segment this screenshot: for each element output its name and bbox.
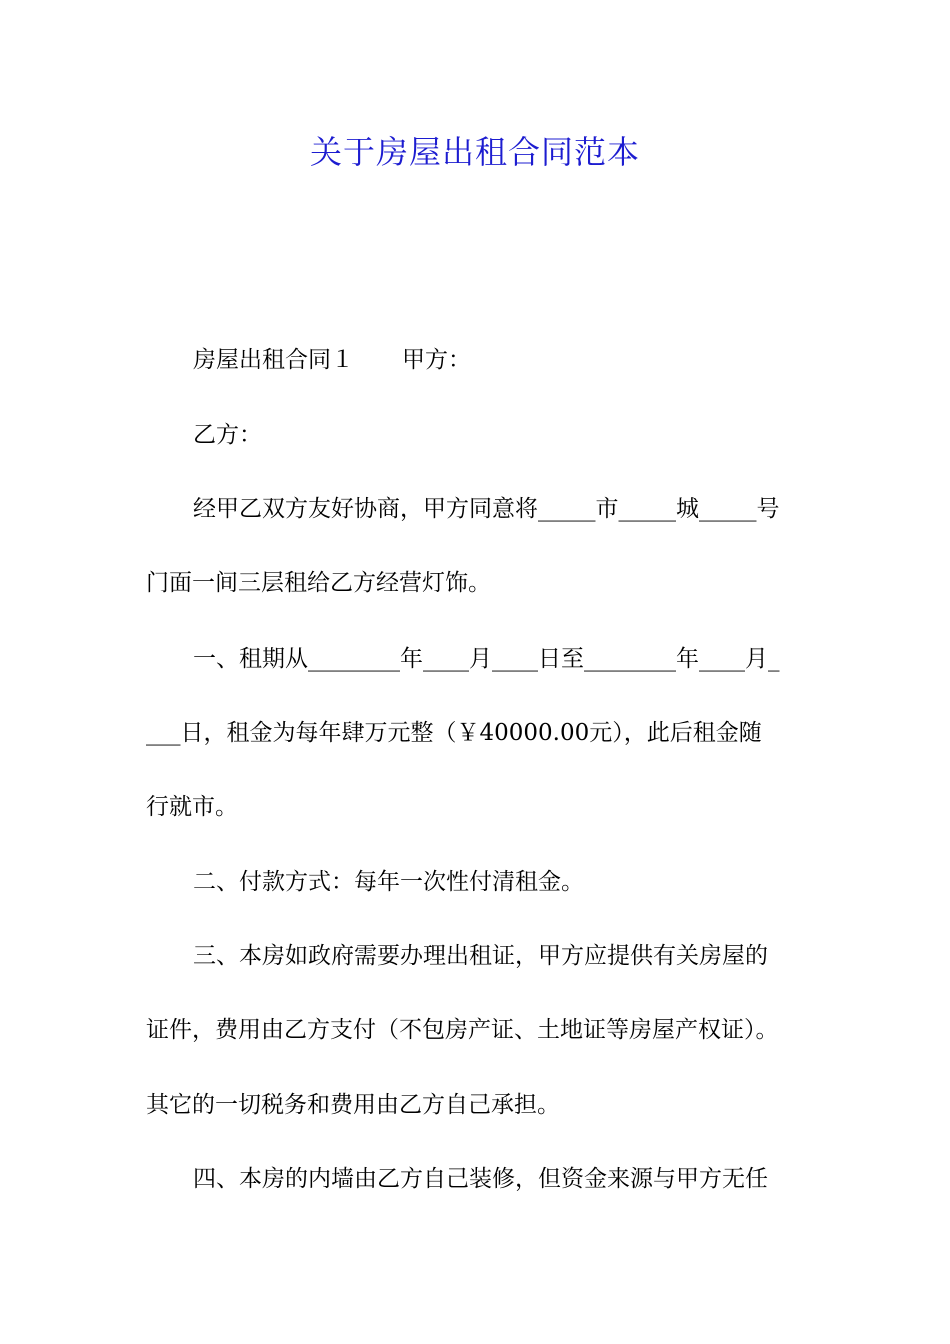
paragraph-line: 经甲乙双方友好协商，甲方同意将_____市_____城_____号 — [193, 496, 780, 522]
clause-3-line: 证件，费用由乙方支付（不包房产证、土地证等房屋产权证）。 — [146, 1017, 779, 1043]
paragraph-line: 门面一间三层租给乙方经营灯饰。 — [146, 570, 491, 596]
clause-1-line: ___日，租金为每年肆万元整（￥40000.00元），此后租金随 — [146, 720, 762, 746]
document-title: 关于房屋出租合同范本 — [309, 133, 640, 171]
clause-3-line: 三、本房如政府需要办理出租证，甲方应提供有关房屋的 — [193, 943, 768, 969]
clause-1-line: 一、租期从________年____月____日至________年____月_ — [193, 646, 780, 672]
contract-heading-line — [193, 343, 873, 377]
party-a-label: 甲方： — [402, 347, 471, 373]
clause-3-line: 其它的一切税务和费用由乙方自己承担。 — [146, 1092, 560, 1118]
clause-2-line: 二、付款方式：每年一次性付清租金。 — [193, 869, 584, 895]
contract-number: 房屋出租合同１ — [193, 347, 354, 373]
clause-4-line: 四、本房的内墙由乙方自己装修，但资金来源与甲方无任 — [193, 1166, 768, 1192]
clause-1-line: 行就市。 — [146, 794, 238, 820]
party-b-label: 乙方： — [193, 422, 262, 448]
